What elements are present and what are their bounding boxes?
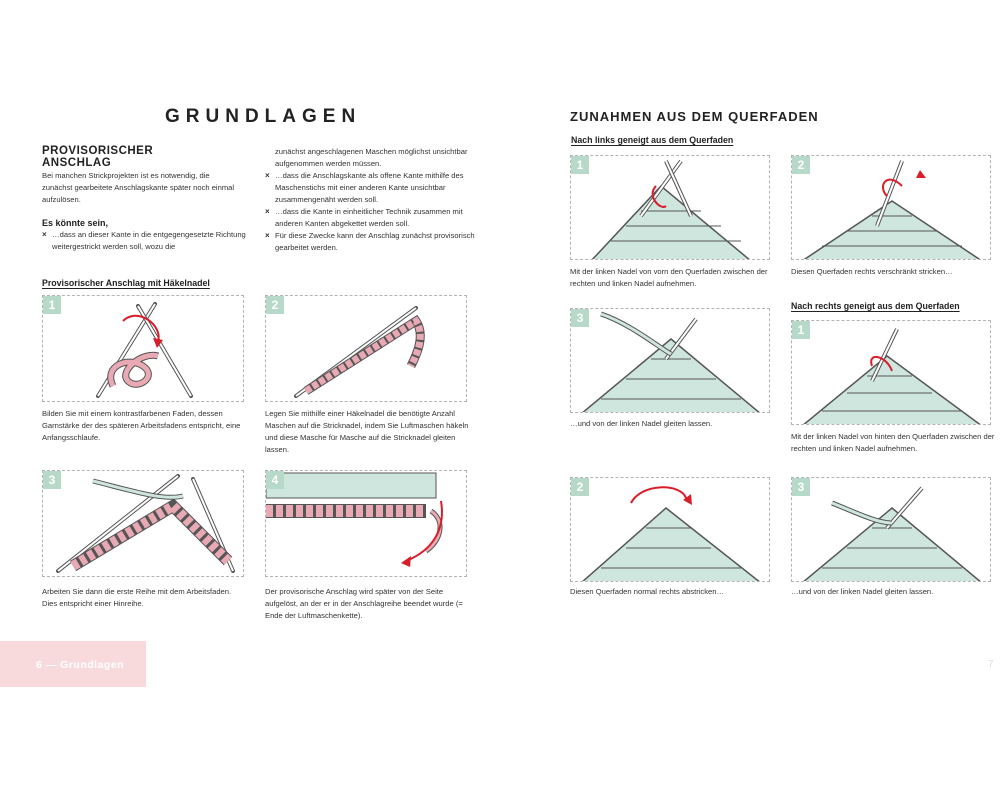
step-number-badge: 3	[792, 478, 810, 496]
step-number-badge: 1	[571, 156, 589, 174]
knit-fabric-illustration	[571, 156, 770, 260]
caption-panel-left-2: Diesen Querfaden rechts verschränkt stricken…	[791, 267, 953, 276]
caption-panel-right-1: Mit der linken Nadel von hinten den Querfaden zwischen der rechten und linken Nadel aufnehmen.	[791, 432, 995, 453]
step-number-badge: 3	[571, 309, 589, 327]
caption-panel-1: Bilden Sie mit einem kontrastfarbenen Faden, dessen Garnstärke der des späteren Arbeitsfadens entspricht, eine Anfangsschlaufe.	[42, 409, 241, 442]
illustration-panel-3	[42, 470, 244, 577]
bullet-list-b	[265, 170, 475, 254]
knit-fabric-illustration	[792, 321, 991, 425]
subheading-right-leaning: Nach rechts geneigt aus dem Querfaden	[791, 301, 960, 311]
knit-fabric-illustration	[792, 156, 991, 260]
subheading-crochet-cast-on: Provisorischer Anschlag mit Häkelnadel	[42, 278, 210, 288]
illustration-panel-2	[265, 295, 467, 402]
illustration-panel-right-3	[791, 477, 991, 582]
knit-fabric-illustration	[571, 309, 770, 413]
page-number: 7	[988, 659, 994, 670]
caption-panel-3: Arbeiten Sie dann die erste Reihe mit dem Arbeitsfaden. Dies entspricht einer Hinreihe.	[42, 587, 232, 608]
bullet-item: × Für diese Zwecke kann der Anschlag zunächst provisorisch gearbeitet werden.	[265, 230, 475, 254]
step-number-badge: 2	[792, 156, 810, 174]
caption-panel-4: Der provisorische Anschlag wird später von der Seite aufgelöst, an der er in der Anschlagreihe beendet wurde (= Ende der Luftmaschenkette).	[265, 587, 463, 620]
step-number-badge: 2	[571, 478, 589, 496]
illustration-panel-4	[265, 470, 467, 577]
bullet-list-a	[42, 229, 247, 253]
bullet-item: × …dass an dieser Kante in die entgegengesetzte Richtung weitergestrickt werden soll, wozu die	[42, 229, 247, 253]
intro-text: Bei manchen Strickprojekten ist es notwendig, die zunächst gearbeitete Anschlagskante später noch einmal aufzulösen.	[42, 171, 235, 204]
page-title: GRUNDLAGEN	[165, 106, 362, 127]
step-number-badge: 4	[266, 471, 284, 489]
caption-panel-left-1: Mit der linken Nadel von vorn den Querfaden zwischen der rechten und linken Nadel aufnehmen.	[570, 267, 768, 288]
caption-panel-right-2: Diesen Querfaden normal rechts abstricken…	[570, 587, 725, 596]
knit-fabric-illustration	[571, 478, 770, 582]
crochet-chain-illustration	[266, 296, 467, 402]
section-heading: PROVISORISCHER ANSCHLAG	[42, 145, 154, 169]
illustration-panel-left-1	[570, 155, 770, 260]
caption-panel-2: Legen Sie mithilfe einer Häkelnadel die benötigte Anzahl Maschen auf die Stricknadel, indem Sie Luftmaschen häkeln und diese Masche für Masche auf die Stricknadel gleiten lassen.	[265, 409, 469, 454]
first-row-illustration	[43, 471, 244, 577]
bullet-item: × …dass die Anschlagskante als offene Kante mithilfe des Maschenstichs mit einer anderen Kante unsichtbar zusammengenäht werden soll.	[265, 170, 475, 206]
right-page	[500, 0, 1000, 800]
yarn-loop-illustration	[43, 296, 244, 402]
bullet-item: × …dass die Kante in einheitlicher Technik zusammen mit anderen Kanten abgekettet werden soll.	[265, 206, 475, 230]
illustration-panel-right-2	[570, 477, 770, 582]
illustration-panel-1	[42, 295, 244, 402]
caption-panel-right-3: …und von der linken Nadel gleiten lassen.	[791, 587, 934, 596]
step-number-badge: 1	[43, 296, 61, 314]
unravel-cast-on-illustration	[266, 471, 467, 577]
illustration-panel-left-2	[791, 155, 991, 260]
knit-fabric-illustration	[792, 478, 991, 582]
subheading-left-leaning: Nach links geneigt aus dem Querfaden	[571, 135, 734, 145]
illustration-panel-left-3	[570, 308, 770, 413]
illustration-panel-right-1	[791, 320, 991, 425]
page-footer: 6 — Grundlagen	[36, 659, 125, 671]
caption-panel-left-3: …und von der linken Nadel gleiten lassen.	[570, 419, 713, 428]
bullet-continuation: zunächst angeschlagenen Maschen möglichst unsichtbar aufgenommen werden müssen.	[275, 147, 468, 168]
could-be-heading: Es könnte sein,	[42, 218, 109, 228]
step-number-badge: 2	[266, 296, 284, 314]
step-number-badge: 1	[792, 321, 810, 339]
step-number-badge: 3	[43, 471, 61, 489]
page-title: ZUNAHMEN AUS DEM QUERFADEN	[570, 109, 819, 124]
